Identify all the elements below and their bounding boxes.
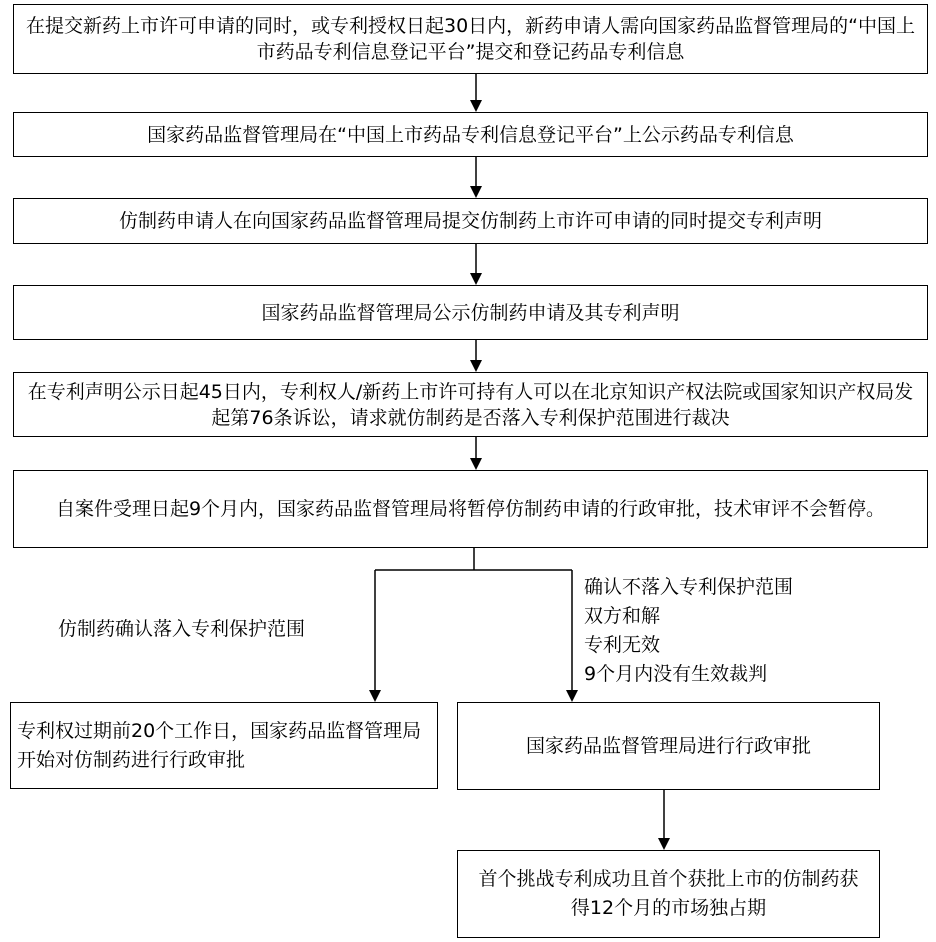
result-approval-before-expiry-text: 专利权过期前20个工作日，国家药品监督管理局开始对仿制药进行行政审批 bbox=[17, 719, 422, 771]
right-branch-label-1: 确认不落入专利保护范围 bbox=[584, 576, 794, 598]
result-administrative-approval-text: 国家药品监督管理局进行行政审批 bbox=[525, 735, 811, 757]
step-suspension bbox=[13, 470, 928, 548]
step-submit-patent-info-text: 在提交新药上市许可申请的同时，或专利授权日起30日内，新药申请人需向国家药品监督管理局的“中国上市药品专利信息登记平台”提交和登记药品专利信息 bbox=[25, 15, 916, 63]
arrowhead-4-5 bbox=[470, 360, 482, 372]
arrowhead-3-4 bbox=[470, 273, 482, 285]
result-administrative-approval bbox=[457, 702, 880, 790]
left-branch-label: 仿制药确认落入专利保护范围 bbox=[58, 618, 306, 640]
step-publish-patent-info bbox=[13, 112, 928, 157]
step-submit-patent-info bbox=[13, 4, 928, 74]
step-publish-generic-application-text: 国家药品监督管理局公示仿制药申请及其专利声明 bbox=[261, 301, 680, 324]
left-branch-arrowhead bbox=[369, 690, 381, 702]
step-litigation bbox=[13, 372, 928, 437]
right-branch-label-2: 双方和解 bbox=[584, 605, 661, 627]
step-generic-patent-statement bbox=[13, 198, 928, 244]
right-branch-label-4: 9个月内没有生效裁判 bbox=[584, 663, 768, 685]
result-market-exclusivity bbox=[457, 850, 880, 938]
arrowhead-5-6 bbox=[470, 458, 482, 470]
right-branch-label-3: 专利无效 bbox=[584, 634, 661, 656]
arrowhead-1-2 bbox=[470, 100, 482, 112]
step-publish-generic-application bbox=[13, 285, 928, 340]
step-publish-patent-info-text: 国家药品监督管理局在“中国上市药品专利信息登记平台”上公示药品专利信息 bbox=[147, 123, 794, 146]
step-suspension-text: 自案件受理日起9个月内，国家药品监督管理局将暂停仿制药申请的行政审批，技术审评不会暂停。 bbox=[55, 498, 886, 520]
step-litigation-text: 在专利声明公示日起45日内，专利权人/新药上市许可持有人可以在北京知识产权法院或国家知识产权局发起第76条诉讼，请求就仿制药是否落入专利保护范围进行裁决 bbox=[27, 380, 914, 429]
result-approval-before-expiry bbox=[10, 702, 438, 789]
result-market-exclusivity-text: 首个挑战专利成功且首个获批上市的仿制药获得12个月的市场独占期 bbox=[478, 868, 859, 919]
arrowhead-right-final bbox=[658, 838, 670, 850]
arrowhead-2-3 bbox=[470, 186, 482, 198]
step-generic-patent-statement-text: 仿制药申请人在向国家药品监督管理局提交仿制药上市许可申请的同时提交专利声明 bbox=[118, 210, 822, 232]
right-branch-arrowhead bbox=[566, 690, 578, 702]
